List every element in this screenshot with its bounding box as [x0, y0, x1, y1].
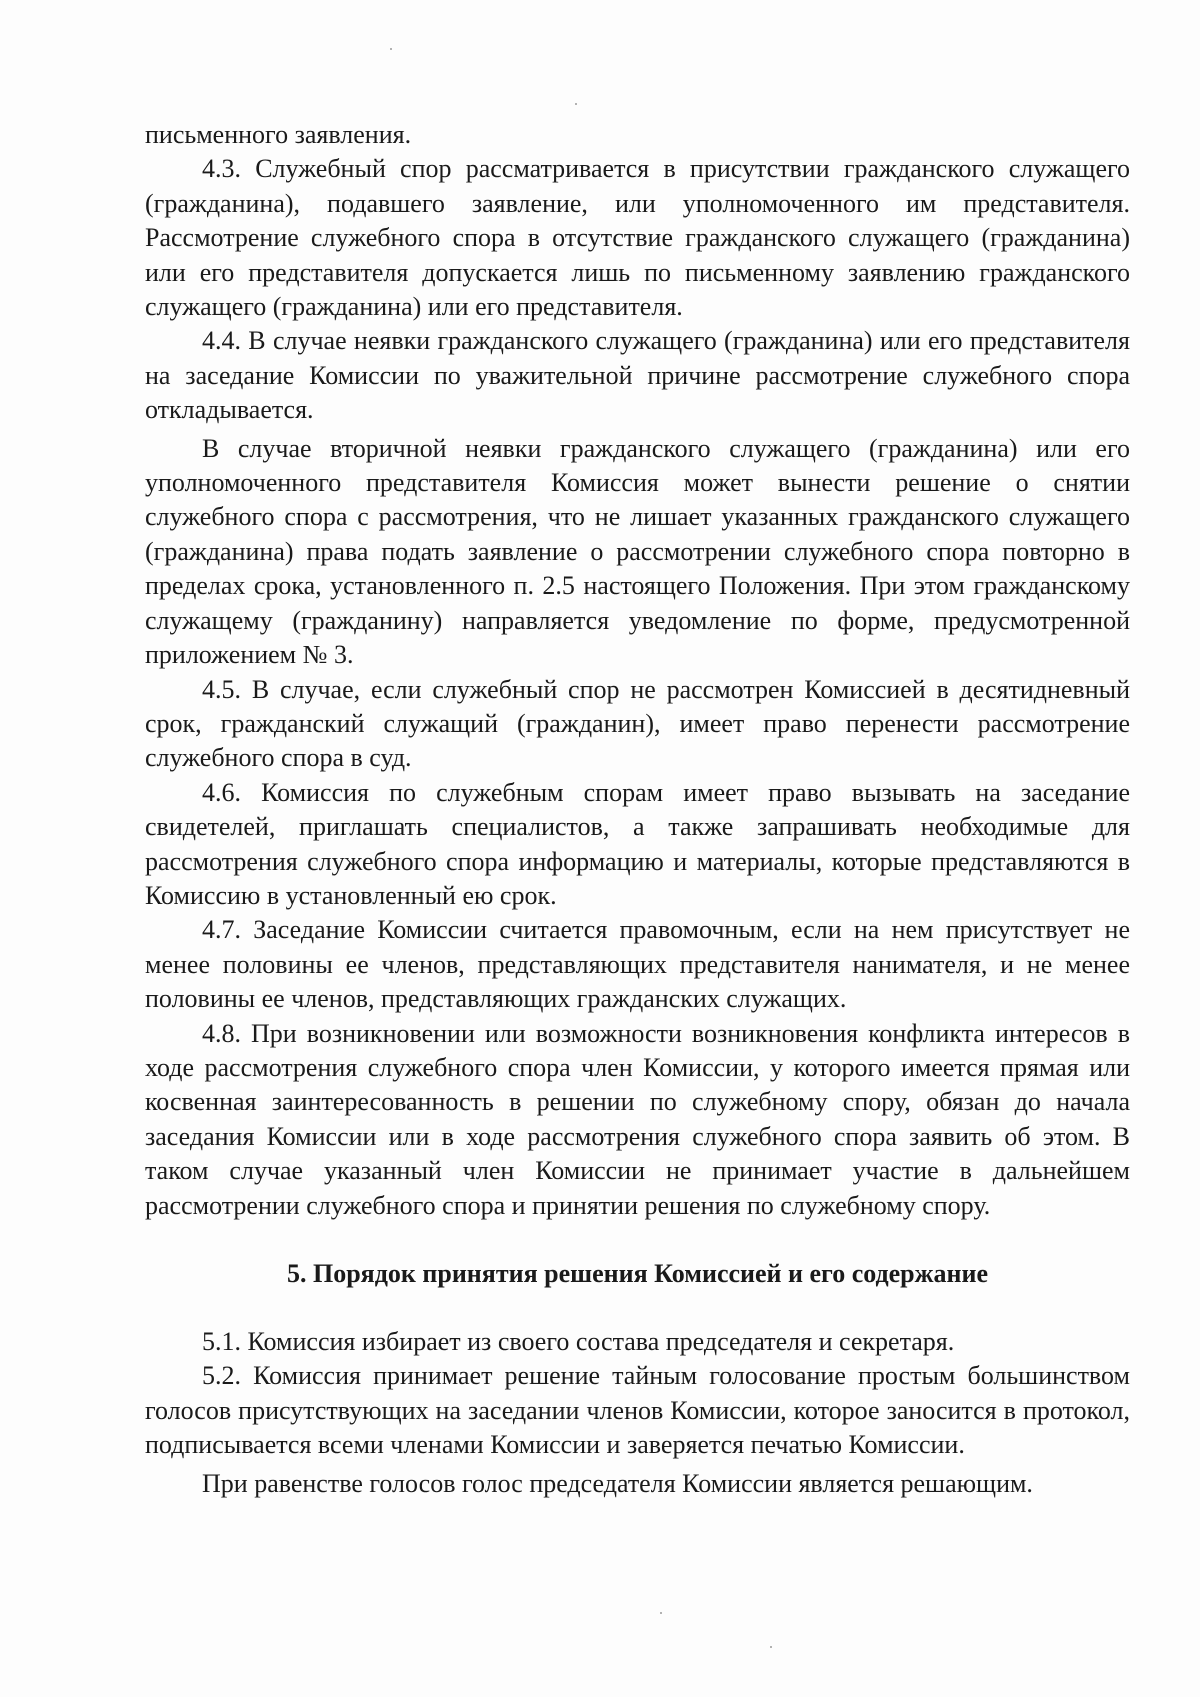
paragraph-4-3: 4.3. Служебный спор рассматривается в присутствии гражданского служащего (гражданина), подавшего заявление, или уполномоченного им представителя. Рассмотрение служебного спора в отсутствие гражданского служащего (гражданина) или его представителя допускается лишь по письменному заявлению гражданского служащего (гражданина) или его представителя. — [145, 154, 1130, 322]
scan-speck — [575, 103, 577, 105]
paragraph-4-5: 4.5. В случае, если служебный спор не рассмотрен Комиссией в десятидневный срок, гражданский служащий (гражданин), имеет право перенести рассмотрение служебного спора в суд. — [145, 674, 1130, 773]
paragraph-5-2-second: При равенстве голосов голос председателя Комиссии является решающим. — [202, 1468, 1033, 1498]
paragraph-continuation: письменного заявления. — [145, 120, 412, 149]
scan-speck — [390, 48, 392, 50]
scan-speck — [770, 1646, 772, 1648]
paragraph-4-4: 4.4. В случае неявки гражданского служащего (гражданина) или его представителя на заседание Комиссии по уважительной причине рассмотрение служебного спора откладывается. — [145, 326, 1130, 425]
scan-speck — [660, 1612, 662, 1614]
paragraph-4-6: 4.6. Комиссия по служебным спорам имеет право вызывать на заседание свидетелей, приглашать специалистов, а также запрашивать необходимые для рассмотрения служебного спора информацию и материалы, которые представляются в Комиссию в установленный ею срок. — [145, 777, 1130, 910]
section-5-heading: 5. Порядок принятия решения Комиссией и его содержание — [287, 1259, 988, 1288]
paragraph-5-1: 5.1. Комиссия избирает из своего состава председателя и секретаря. — [202, 1327, 955, 1356]
paragraph-4-4-second: В случае вторичной неявки гражданского служащего (гражданина) или его уполномоченного представителя Комиссия может вынести решение о снятии служебного спора с рассмотрения, что не лишает указанных гражданского служащего (гражданина) права подать заявление о рассмотрении служебного спора повторно в пределах срока, установленного п. 2.5 настоящего Положения. При этом гражданскому служащему (гражданину) направляется уведомление по форме, предусмотренной приложением № 3. — [145, 433, 1130, 670]
paragraph-5-2: 5.2. Комиссия принимает решение тайным голосование простым большинством голосов присутствующих на заседании членов Комиссии, которое заносится в протокол, подписывается всеми членами Комиссии и заверяется печатью Комиссии. — [145, 1361, 1130, 1460]
document-body — [145, 118, 1130, 1501]
paragraph-4-8: 4.8. При возникновении или возможности возникновения конфликта интересов в ходе рассмотрения служебного спора член Комиссии, у которого имеется прямая или косвенная заинтересованность в решении по служебному спору, обязан до начала заседания Комиссии или в ходе рассмотрения служебного спора заявить об этом. В таком случае указанный член Комиссии не принимает участие в дальнейшем рассмотрении служебного спора и принятии решения по служебному спору. — [145, 1018, 1130, 1220]
paragraph-4-7: 4.7. Заседание Комиссии считается правомочным, если на нем присутствует не менее половины ее членов, представляющих представителя нанимателя, и не менее половины ее членов, представляющих гражданских служащих. — [145, 915, 1130, 1014]
